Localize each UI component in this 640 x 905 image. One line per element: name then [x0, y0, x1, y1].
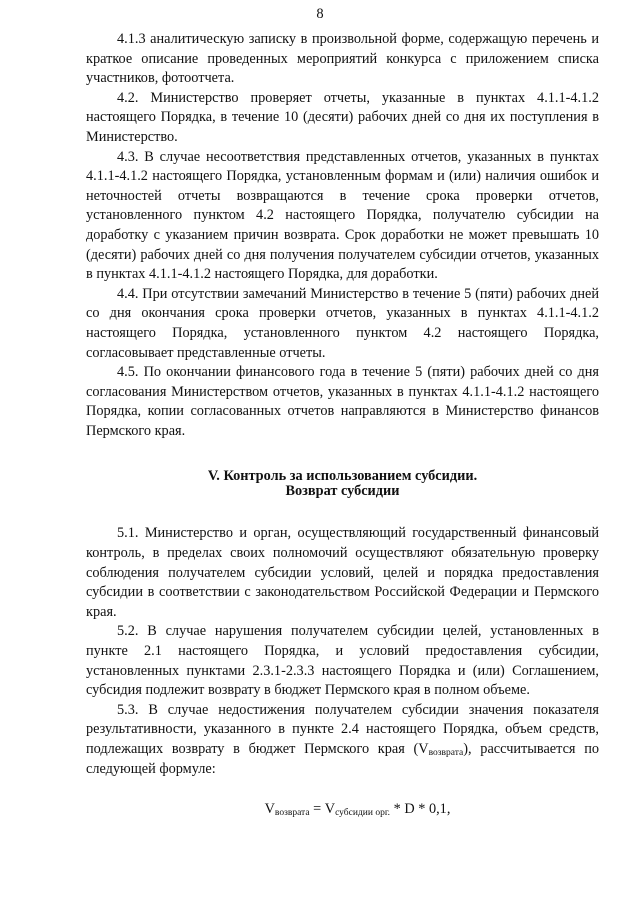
paragraph-4-4: 4.4. При отсутствии замечаний Министерство в течение 5 (пяти) рабочих дней со дня окончания срока проверки отчетов, указанных в пунктах 4.1.1-4.1.2 настоящего Порядка, установленного пунктом 4.2 настоящего Порядка, согласовывает представленные отчеты. — [86, 285, 599, 361]
section-heading-line1: V. Контроль за использованием субсидии. — [207, 468, 478, 485]
section-heading — [86, 469, 599, 498]
formula-sub-return: возврата — [274, 808, 310, 819]
page-number: 8 — [316, 6, 324, 22]
paragraph-5-3-text: 5.3. В случае недостижения получателем субсидии значения показателя результативности, указанного в пункте 2.4 настоящего Порядка, объем средств, подлежащих возврату в бюджет Пермского края (V — [86, 701, 599, 757]
paragraph-5-2: 5.2. В случае нарушения получателем субсидии целей, установленных в пункте 2.1 настоящего Порядка, и условий предоставления субсидии, установленных пунктами 2.3.1-2.3.3 настоящего Порядка и (или) Соглашением, субсидия подлежит возврату в бюджет Пермского края в полном объеме. — [86, 623, 599, 699]
formula-equals: = V — [309, 801, 336, 818]
v-return-subscript: возврата — [428, 748, 464, 758]
formula-v: V — [264, 801, 275, 818]
paragraph-4-1-3: 4.1.3 аналитическую записку в произвольной форме, содержащую перечень и краткое описание проведенных мероприятий конкурса с приложением списка участников, фотоотчета. — [86, 31, 599, 87]
paragraph-4-2: 4.2. Министерство проверяет отчеты, указанные в пунктах 4.1.1-4.1.2 настоящего Порядка, в течение 10 (десяти) рабочих дней со дня их поступления в Министерство. — [86, 89, 599, 145]
document-body — [86, 30, 599, 818]
formula-sub-subsidy: субсидии орг. — [335, 808, 391, 819]
formula-rest: * D * 0,1, — [390, 801, 451, 818]
formula — [86, 801, 599, 818]
paragraph-4-3: 4.3. В случае несоответствия представленных отчетов, указанных в пунктах 4.1.1-4.1.2 настоящего Порядка, установленным формам и (или) наличия ошибок и неточностей отчеты возвращаются в течение срока проверки отчетов, установленного пунктом 4.2 настоящего Порядка, получателю субсидии на доработку с указанием причин возврата. Срок доработки не может превышать 10 (десяти) рабочих дней со дня получения получателем субсидии отчетов, указанных в пунктах 4.1.1-4.1.2 настоящего Порядка, для доработки. — [86, 148, 599, 283]
paragraph-4-5: 4.5. По окончании финансового года в течение 5 (пяти) рабочих дней со дня согласования Министерством отчетов, указанных в пунктах 4.1.1-4.1.2 настоящего Порядка, копии согласованных отчетов направляются в Министерство финансов Пермского края. — [86, 364, 599, 439]
paragraph-5-3 — [86, 701, 599, 779]
paragraph-5-1: 5.1. Министерство и орган, осуществляющий государственный финансовый контроль, в пределах своих полномочий осуществляют обязательную проверку соблюдения получателем субсидии условий, целей и порядка предоставления субсидии в соответствии с законодательством Российской Федерации и Пермского края. — [86, 525, 599, 620]
paragraph-5-3-tail: ), рассчитывается по следующей формуле: — [86, 741, 599, 777]
section-heading-line2: Возврат субсидии — [285, 482, 400, 499]
